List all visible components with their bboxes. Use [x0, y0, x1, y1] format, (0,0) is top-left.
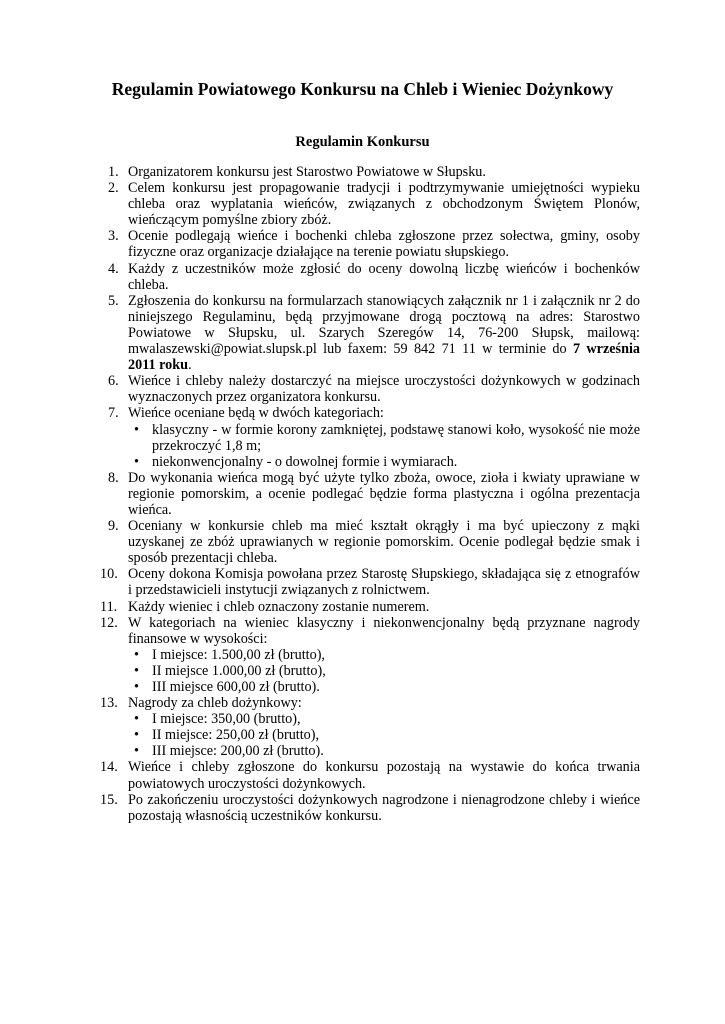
- rule-number: 15.: [100, 791, 118, 808]
- rule-item: [100, 615, 640, 695]
- rule-number: 10.: [100, 566, 118, 583]
- rule-item: [100, 759, 640, 791]
- rule-text: Do wykonania wieńca mogą być użyte tylko zboża, owoce, zioła i kwiaty uprawiane w regionie pomorskim, a ocenie podlegać będzie forma plastyczna i ogólna prezentacja wieńca.: [128, 469, 640, 518]
- rule-text: Nagrody za chleb dożynkowy:: [128, 695, 302, 712]
- sub-item-text: III miejsce 600,00 zł (brutto).: [152, 679, 320, 695]
- rule-text: Celem konkursu jest propagowanie tradycji i podtrzymywanie umiejętności wypieku chleba oraz wyplatania wieńców, związanych z obchodzonym Świętem Plonów, wieńczącym pomyślne zbiory zbóż.: [128, 180, 640, 229]
- rule-number: 8.: [108, 469, 119, 486]
- rule-item: [100, 518, 640, 566]
- rule-text: Każdy wieniec i chleb oznaczony zostanie numerem.: [128, 598, 430, 615]
- sub-item: [128, 743, 640, 759]
- sub-item-text: klasyczny - w formie korony zamkniętej, podstawę stanowi koło, wysokość nie może przekroczyć 1,8 m;: [152, 421, 640, 454]
- rule-text: Ocenie podlegają wieńce i bochenki chleba zgłoszone przez sołectwa, gminy, osoby fizyczne oraz organizacje działające na terenie powiatu słupskiego.: [128, 228, 640, 261]
- deadline-date: 7 września 2011 roku: [128, 341, 640, 374]
- rule-text: W kategoriach na wieniec klasyczny i niekonwencjonalny będą przyznane nagrody finansowe w wysokości:: [128, 614, 640, 647]
- rule-item: [100, 180, 640, 228]
- bullet-icon: •: [134, 453, 139, 470]
- bullet-icon: •: [134, 711, 139, 728]
- rule-number: 12.: [100, 614, 118, 631]
- rule-number: 6.: [108, 373, 119, 390]
- bullet-icon: •: [134, 679, 139, 695]
- rules-list: [100, 164, 640, 824]
- sub-item-text: niekonwencjonalny - o dowolnej formie i wymiarach.: [152, 453, 458, 470]
- sub-list: [128, 647, 640, 695]
- rule-text: Organizatorem konkursu jest Starostwo Powiatowe w Słupsku.: [128, 164, 486, 180]
- rule-item: [100, 566, 640, 598]
- rule-text: Oceny dokona Komisja powołana przez Starostę Słupskiego, składająca się z etnografów i przedstawicieli instytucji związanych z rolnictwem.: [128, 566, 640, 599]
- sub-item-text: I miejsce: 350,00 (brutto),: [152, 711, 301, 728]
- rule-number: 7.: [108, 405, 119, 422]
- rule-item: [100, 228, 640, 260]
- rule-number: 5.: [108, 292, 119, 309]
- rule-number: 11.: [100, 598, 118, 615]
- rule-number: 9.: [108, 518, 119, 535]
- sub-item: [128, 679, 640, 695]
- rule-text: Wieńce i chleby należy dostarczyć na miejsce uroczystości dożynkowych w godzinach wyznaczonych przez organizatora konkursu.: [128, 373, 640, 406]
- document-title: Regulamin Powiatowego Konkursu na Chleb i Wieniec Dożynkowy: [111, 79, 614, 99]
- rule-item: [100, 164, 640, 180]
- rule-item: [100, 373, 640, 405]
- rule-item: [100, 599, 640, 615]
- rule-number: 3.: [108, 228, 119, 245]
- bullet-icon: •: [134, 727, 139, 744]
- bullet-icon: •: [134, 743, 139, 760]
- sub-item: [128, 647, 640, 663]
- sub-item: [128, 711, 640, 727]
- rule-item: [100, 293, 640, 373]
- rule-item: [100, 695, 640, 759]
- rule-text: Wieńce oceniane będą w dwóch kategoriach:: [128, 405, 384, 422]
- sub-item: [128, 422, 640, 454]
- bullet-icon: •: [134, 662, 139, 679]
- document-subtitle: Regulamin Konkursu: [295, 134, 430, 150]
- rule-item: [100, 405, 640, 469]
- rule-text: Każdy z uczestników może zgłosić do oceny dowolną liczbę wieńców i bochenków chleba.: [128, 260, 640, 293]
- rule-text-tail: .: [188, 357, 192, 374]
- rule-number: 4.: [108, 260, 119, 277]
- rule-item: [100, 261, 640, 293]
- sub-item-text: II miejsce: 250,00 zł (brutto),: [152, 727, 320, 744]
- rule-number: 13.: [100, 695, 118, 712]
- sub-item-text: I miejsce: 1.500,00 zł (brutto),: [152, 646, 325, 663]
- rule-number: 2.: [108, 180, 119, 197]
- sub-item: [128, 663, 640, 679]
- bullet-icon: •: [134, 421, 139, 438]
- rule-text: Zgłoszenia do konkursu na formularzach stanowiących załącznik nr 1 i załącznik nr 2 do niniejszego Regulaminu, będą przyjmowane drogą pocztową na adres: Starostwo Powiatowe w Słupsku, ul. Szarych Szeregów 14, 76-200 Słupsk, mailową: mwalaszewski@powiat.slupsk.pl lub faxem: 59 842 71 11 w terminie do: [128, 292, 640, 358]
- sub-item: [128, 727, 640, 743]
- rule-number: 14.: [100, 759, 118, 776]
- sub-item: [128, 454, 640, 470]
- sub-list: [128, 711, 640, 759]
- rule-number: 1.: [108, 164, 119, 180]
- rule-text: Oceniany w konkursie chleb ma mieć kształt okrągły i ma być upieczony z mąki uzyskanej ze zbóż uprawianych w regionie pomorskim. Ocenie podlegał będzie smak i sposób prezentacji chleba.: [128, 518, 640, 567]
- rule-text: Wieńce i chleby zgłoszone do konkursu pozostają na wystawie do końca trwania powiatowych uroczystości dożynkowych.: [128, 759, 640, 792]
- rule-item: [100, 792, 640, 824]
- sub-item-text: II miejsce 1.000,00 zł (brutto),: [152, 662, 326, 679]
- rule-text: Po zakończeniu uroczystości dożynkowych nagrodzone i nienagrodzone chleby i wieńce pozostają własnością uczestników konkursu.: [128, 791, 640, 824]
- bullet-icon: •: [134, 646, 139, 663]
- sub-list: [128, 422, 640, 470]
- rule-item: [100, 470, 640, 518]
- sub-item-text: III miejsce: 200,00 zł (brutto).: [152, 743, 324, 760]
